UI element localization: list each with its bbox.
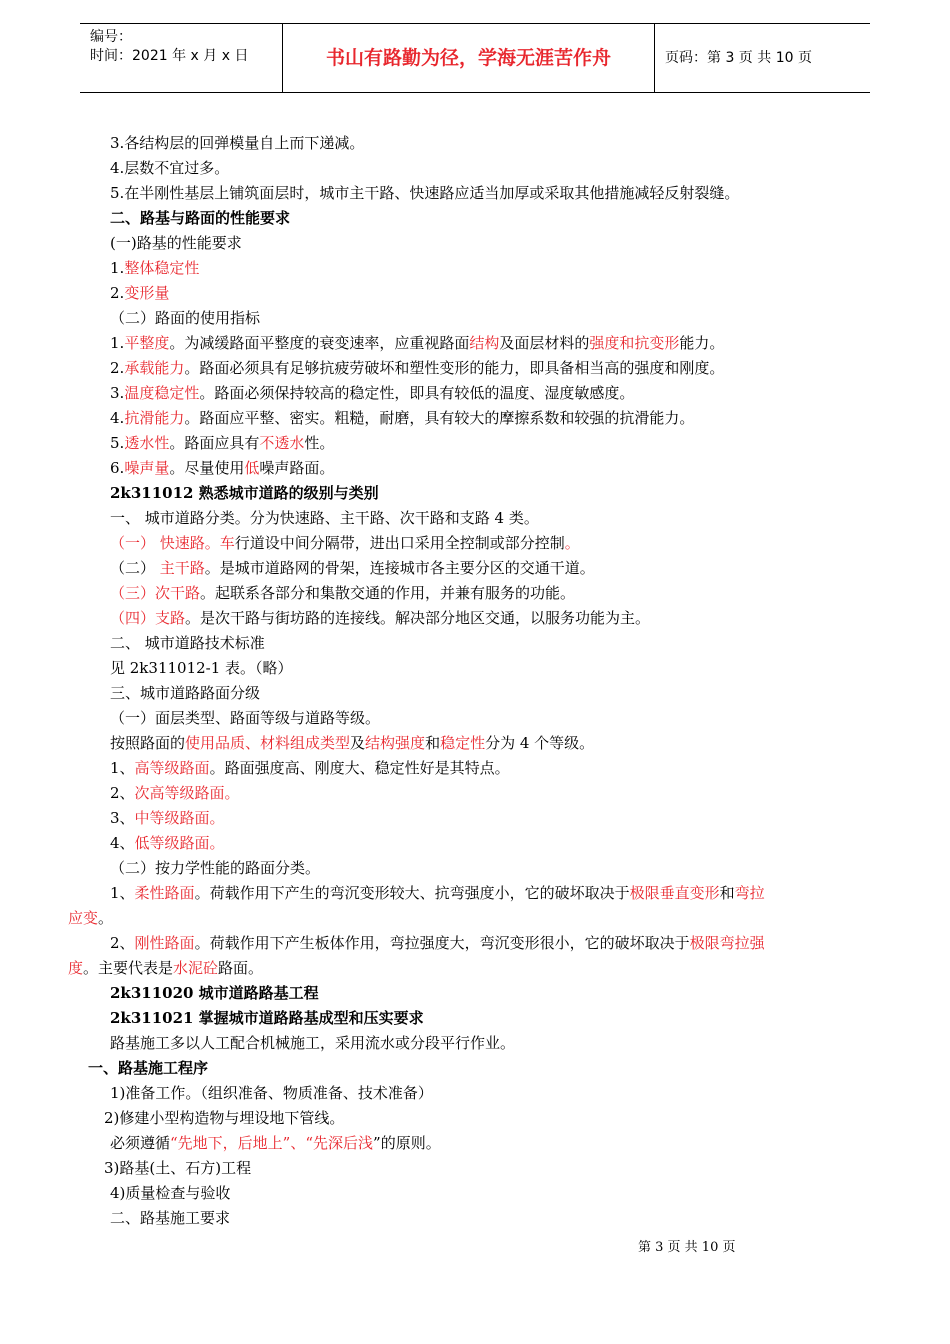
- text-line: 2.承载能力。路面必须具有足够抗疲劳破坏和塑性变形的能力，即具备相当高的强度和刚度。: [110, 359, 725, 377]
- section-heading: 二、路基与路面的性能要求: [110, 209, 291, 227]
- text-line: 按照路面的使用品质、材料组成类型及结构强度和稳定性分为 4 个等级。: [110, 734, 595, 752]
- text-line: 4)质量检查与验收: [110, 1184, 231, 1202]
- text-line: 见 2k311012-1 表。（略）: [110, 659, 293, 677]
- section-heading: 一、路基施工程序: [88, 1059, 209, 1077]
- text-line: 2.变形量: [110, 284, 170, 302]
- header-meta-cell: [80, 24, 283, 92]
- text-line: （一） 快速路。车行道设中间分隔带，进出口采用全控制或部分控制。: [110, 534, 580, 552]
- page-footer: 第 3 页 共 10 页: [638, 1240, 736, 1255]
- doc-number-label: 编号：: [90, 29, 132, 45]
- text-line: 5.在半刚性基层上铺筑面层时，城市主干路、快速路应适当加厚或采取其他措施减轻反射裂缝。: [110, 184, 740, 202]
- highlight-term: 变形量: [124, 284, 170, 302]
- text-line: 2、刚性路面。荷载作用下产生板体作用，弯拉强度大，弯沉变形很小，它的破坏取决于极限弯拉强: [110, 934, 765, 952]
- text-line: （四）支路。是次干路与街坊路的连接线。解决部分地区交通，以服务功能为主。: [110, 609, 651, 627]
- text-line: 1.平整度。为减缓路面平整度的衰变速率，应重视路面结构及面层材料的强度和抗变形能力。: [110, 334, 725, 352]
- text-line: 一、 城市道路分类。分为快速路、主干路、次干路和支路 4 类。: [110, 509, 539, 527]
- text-line: 4.层数不宜过多。: [110, 159, 230, 177]
- text-line: 二、路基施工要求: [110, 1209, 231, 1227]
- subsection-heading: （二）路面的使用指标: [110, 309, 261, 327]
- text-line: 3、中等级路面。: [110, 809, 225, 827]
- text-line: 4.抗滑能力。路面应平整、密实。粗糙，耐磨，具有较大的摩擦系数和较强的抗滑能力。: [110, 409, 695, 427]
- text-line: 1、高等级路面。路面强度高、刚度大、稳定性好是其特点。: [110, 759, 510, 777]
- page-header: [80, 23, 870, 93]
- section-heading: 2k311021 掌握城市道路路基成型和压实要求: [110, 1009, 424, 1027]
- text-line: 4、低等级路面。: [110, 834, 225, 852]
- text-line: 5.透水性。路面应具有不透水性。: [110, 434, 335, 452]
- highlight-term: 整体稳定性: [124, 259, 200, 277]
- text-line: 应变。: [68, 909, 114, 927]
- text-line: （二）按力学性能的路面分类。: [110, 859, 321, 877]
- text-line: 1、柔性路面。荷载作用下产生的弯沉变形较大、抗弯强度小，它的破坏取决于极限垂直变形和弯拉: [110, 884, 765, 902]
- text-line: （三）次干路。起联系各部分和集散交通的作用，并兼有服务的功能。: [110, 584, 576, 602]
- text-line: 三、城市道路路面分级: [110, 684, 261, 702]
- text-line: 1)准备工作。（组织准备、物质准备、技术准备）: [110, 1084, 433, 1102]
- section-heading: 2k311012 熟悉城市道路的级别与类别: [110, 484, 379, 502]
- text-line: 2)修建小型构造物与埋设地下管线。: [104, 1109, 345, 1127]
- header-motto: 书山有路勤为径，学海无涯苦作舟: [283, 24, 655, 92]
- text-line: 3.温度稳定性。路面必须保持较高的稳定性，即具有较低的温度、湿度敏感度。: [110, 384, 635, 402]
- text-line: 路基施工多以人工配合机械施工，采用流水或分段平行作业。: [110, 1034, 516, 1052]
- text-line: 6.噪声量。尽量使用低噪声路面。: [110, 459, 335, 477]
- doc-time-label: 时间：2021 年 x 月 x 日: [90, 48, 249, 64]
- text-line: 2、次高等级路面。: [110, 784, 240, 802]
- text-line: 二、 城市道路技术标准: [110, 634, 265, 652]
- subsection-heading: (一)路基的性能要求: [110, 234, 242, 252]
- text-line: 3)路基(土、石方)工程: [104, 1159, 252, 1177]
- text-line: （二） 主干路。是城市道路网的骨架，连接城市各主要分区的交通干道。: [110, 559, 595, 577]
- text-line: 1.整体稳定性: [110, 259, 200, 277]
- text-line: 必须遵循“先地下，后地上”、“先深后浅”的原则。: [110, 1134, 441, 1152]
- text-line: 3.各结构层的回弹模量自上而下递减。: [110, 134, 365, 152]
- text-line: （一）面层类型、路面等级与道路等级。: [110, 709, 381, 727]
- section-heading: 2k311020 城市道路路基工程: [110, 984, 319, 1002]
- header-page-info: 页码：第 3 页 共 10 页: [665, 50, 812, 66]
- text-line: 度。主要代表是水泥砼路面。: [68, 959, 264, 977]
